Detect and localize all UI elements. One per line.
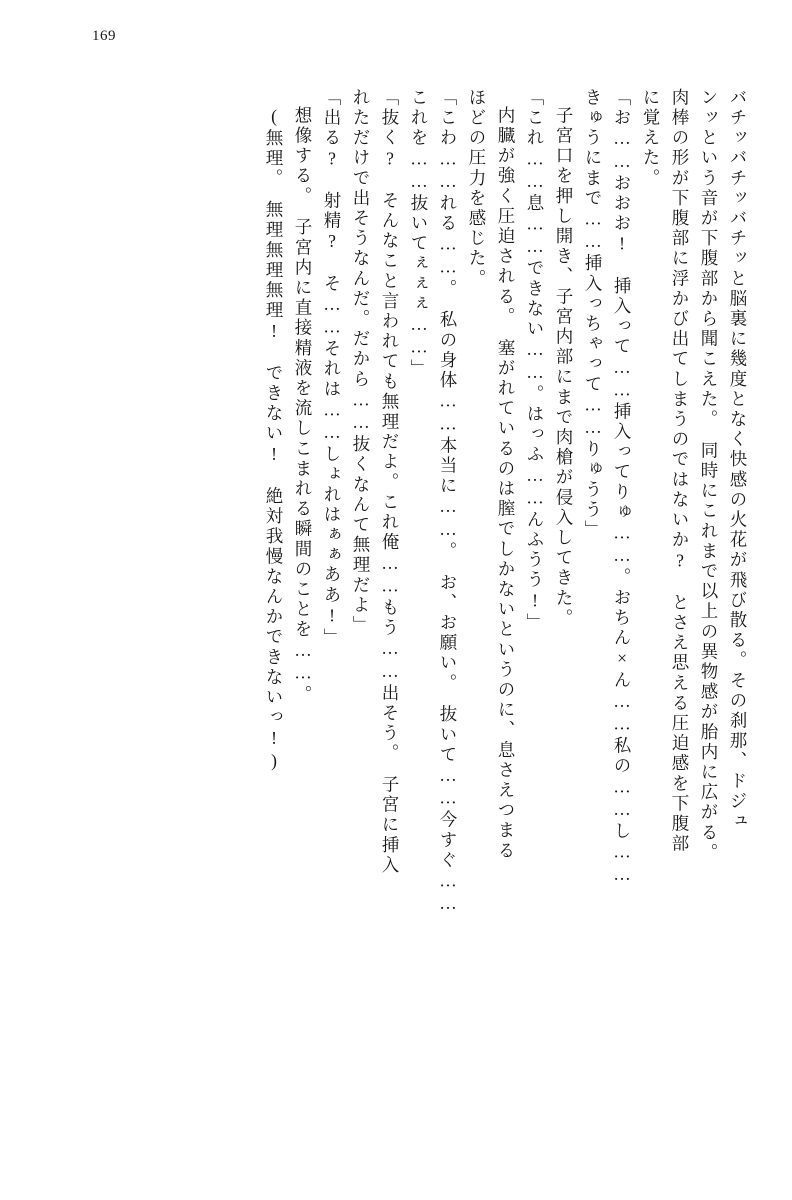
text-line: 「こわ……れる……。 私の身体……本当に……。 お、お願い。 抜いて……今すぐ…… bbox=[438, 88, 458, 916]
text-line: 子宮口を押し開き、子宮内部にまで肉槍が侵入してきた。 bbox=[554, 106, 574, 629]
text-line: 「出る? 射精? そ……それは……しょれはぁぁああ!」 bbox=[322, 88, 342, 649]
text-line: バチッバチッバチッと脳裏に幾度となく快感の火花が飛び散る。その刹那、ドジュ bbox=[728, 88, 748, 832]
text-line: ンッという音が下腹部から聞こえた。 同時にこれまで以上の異物感が胎内に広がる。 bbox=[699, 88, 719, 864]
text-line: 肉棒の形が下腹部に浮かび出てしまうのではないか? とさえ思える圧迫感を下腹部 bbox=[670, 88, 690, 855]
text-line: ほどの圧力を感じた。 bbox=[467, 88, 487, 289]
text-line: (無理。 無理無理無理! できない! 絶対我慢なんかできないっ!) bbox=[264, 106, 284, 774]
text-line: れただけで出そうなんだ。だから……抜くなんて無理だよ」 bbox=[351, 88, 371, 636]
page-number: 169 bbox=[92, 28, 116, 44]
text-line: 「これ……息……できない……。はっふ……んふうう!」 bbox=[525, 88, 545, 634]
text-line: 「お……おおお! 挿入って……挿入ってりゅ……。おちん×ん……私の……し…… bbox=[612, 88, 632, 887]
text-line: これを……抜いてぇぇぇ……」 bbox=[409, 88, 429, 380]
vertical-text-block bbox=[56, 88, 746, 1148]
text-line: 「抜く? そんなこと言われても無理だよ。これ俺……もう……出そう。 子宮に挿入 bbox=[380, 88, 400, 876]
text-line: きゅうにまで……挿入っちゃって……りゅうう」 bbox=[583, 88, 603, 541]
text-line: 想像する。 子宮内に直接精液を流しこまれる瞬間のことを……。 bbox=[293, 106, 313, 706]
text-line: 内臓が強く圧迫される。 塞がれているのは膣でしかないというのに、息さえつまる bbox=[496, 106, 516, 862]
text-line: に覚えた。 bbox=[641, 88, 661, 189]
